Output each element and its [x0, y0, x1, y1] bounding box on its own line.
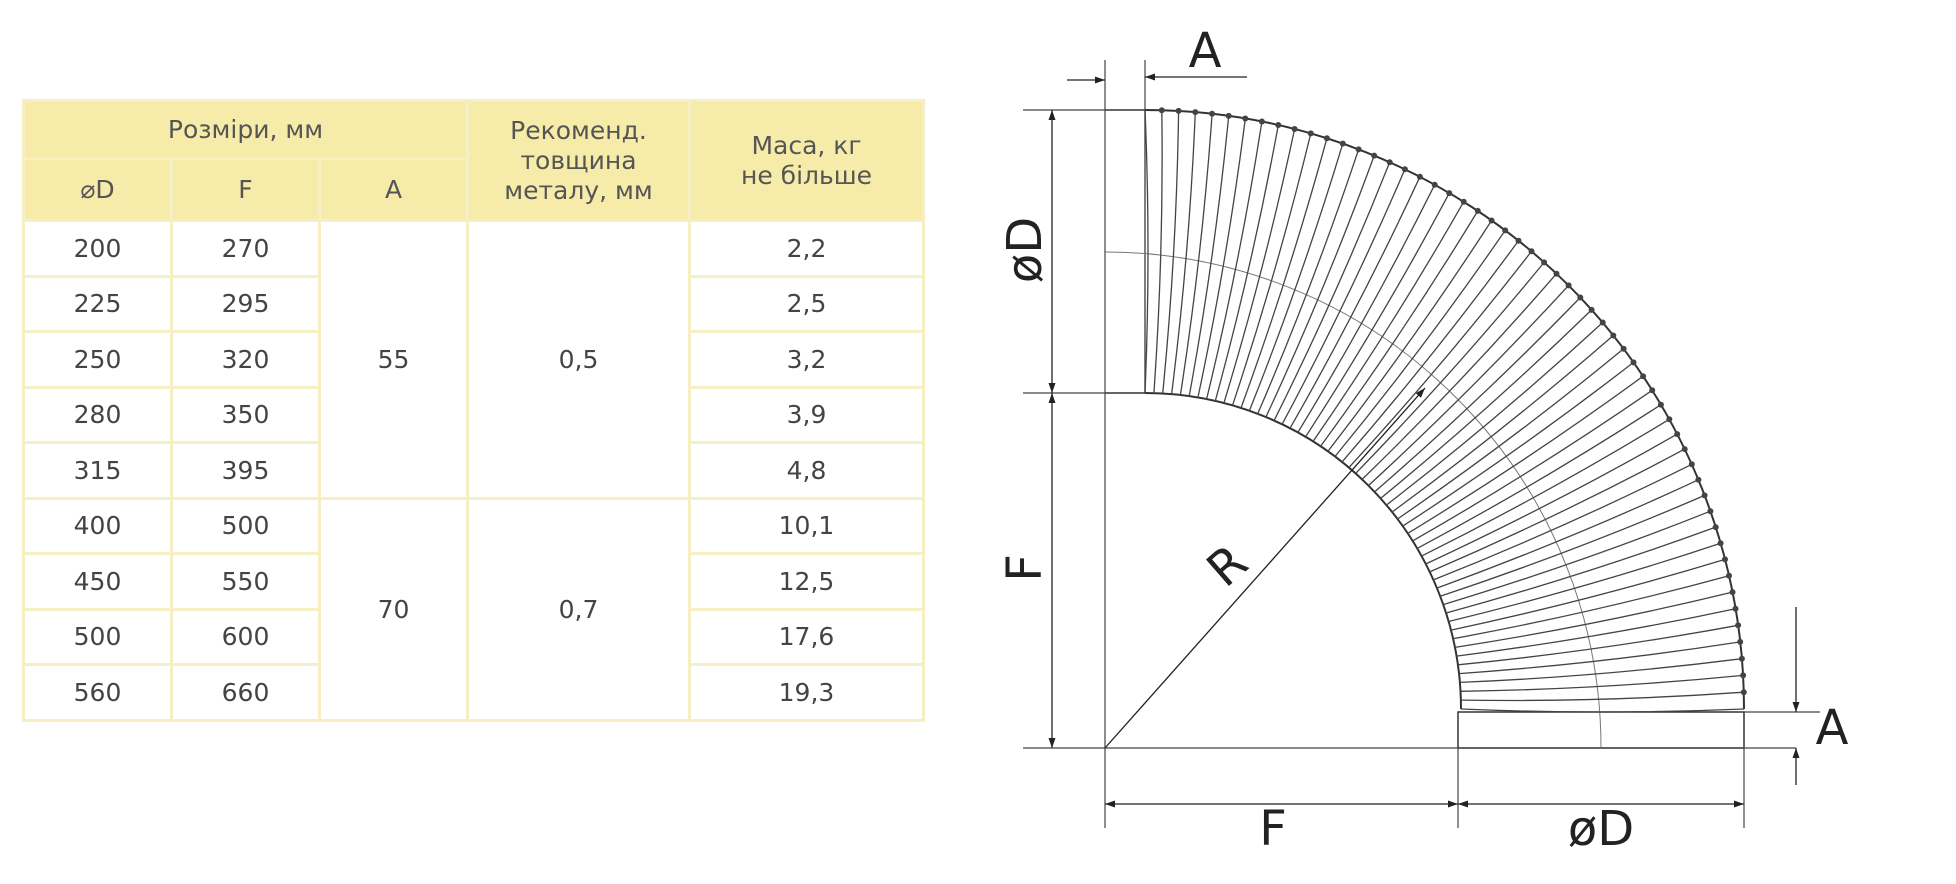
- rib-bead: [1541, 259, 1547, 265]
- corrugation-rib: [1459, 642, 1740, 674]
- diameter-cell: 225: [24, 276, 172, 332]
- label-f-bottom: F: [1259, 801, 1287, 857]
- mass-cell: 10,1: [690, 498, 924, 554]
- a-cell: 70: [320, 498, 468, 720]
- mass-cell: 3,9: [690, 387, 924, 443]
- corrugation-rib: [1249, 144, 1342, 411]
- corrugation-rib: [1417, 405, 1661, 549]
- label-diameter-left: øD: [997, 216, 1053, 284]
- rib-bead: [1324, 135, 1330, 141]
- rib-bead: [1730, 589, 1736, 595]
- rib-bead: [1674, 431, 1680, 437]
- rib-bead: [1192, 109, 1198, 115]
- corrugation-rib: [1274, 162, 1390, 420]
- rib-bead: [1713, 524, 1719, 530]
- corrugation-rib: [1408, 376, 1643, 533]
- rib-bead: [1726, 573, 1732, 579]
- thickness-cell: 0,5: [468, 221, 690, 499]
- diameter-cell: 400: [24, 498, 172, 554]
- corrugation-rib: [1422, 419, 1670, 556]
- mass-cell: 17,6: [690, 609, 924, 665]
- rib-bead: [1489, 218, 1495, 224]
- label-a-top: A: [1188, 23, 1222, 79]
- mass-cell: 4,8: [690, 443, 924, 499]
- corrugation-rib: [1368, 285, 1568, 485]
- f-cell: 660: [172, 665, 320, 721]
- rib-bead: [1340, 141, 1346, 147]
- corrugation-rib: [1413, 390, 1653, 541]
- elbow-body: [1105, 107, 1747, 748]
- rib-bead: [1600, 320, 1606, 326]
- rib-bead: [1446, 190, 1452, 196]
- corrugation-rib: [1453, 576, 1729, 639]
- thickness-header-line3: металу, мм: [504, 175, 653, 205]
- mass-header-line2: не більше: [740, 160, 872, 190]
- radius-line: [1105, 388, 1425, 748]
- rib-bead: [1209, 111, 1215, 117]
- rib-bead: [1475, 208, 1481, 214]
- dimensions-group-header: Розміри, мм: [24, 101, 468, 159]
- f-cell: 500: [172, 498, 320, 554]
- corrugation-rib: [1356, 262, 1545, 473]
- corrugation-rib: [1233, 133, 1311, 405]
- corrugation-rib: [1458, 625, 1738, 665]
- rib-bead: [1740, 672, 1746, 678]
- mass-header-line1: Маса, кг: [751, 130, 862, 160]
- rib-bead: [1226, 113, 1232, 119]
- f-cell: 320: [172, 332, 320, 388]
- rib-bead: [1649, 387, 1655, 393]
- mass-cell: 3,2: [690, 332, 924, 388]
- diameter-cell: 450: [24, 554, 172, 610]
- corrugation-rib: [1349, 251, 1532, 467]
- rib-bead: [1702, 492, 1708, 498]
- label-a-right: A: [1815, 700, 1849, 756]
- diameter-cell: 500: [24, 609, 172, 665]
- rib-bead: [1682, 446, 1688, 452]
- rib-bead: [1631, 359, 1637, 365]
- f-cell: 350: [172, 387, 320, 443]
- rib-bead: [1176, 108, 1182, 114]
- corrugation-rib: [1172, 112, 1196, 394]
- rib-bead: [1516, 238, 1522, 244]
- a-column-header: A: [320, 159, 468, 221]
- inner-arc: [1145, 393, 1461, 709]
- rib-bead: [1739, 656, 1745, 662]
- rib-bead: [1718, 540, 1724, 546]
- dimension-labels: [997, 23, 1849, 857]
- diameter-column-header: ⌀D: [24, 159, 172, 221]
- rib-bead: [1502, 227, 1508, 233]
- diameter-cell: 200: [24, 221, 172, 277]
- rib-bead: [1566, 282, 1572, 288]
- rib-bead: [1259, 119, 1265, 125]
- rib-bead: [1275, 122, 1281, 128]
- corrugation-rib: [1313, 202, 1464, 442]
- corrugation-rib: [1437, 480, 1699, 588]
- rib-bead: [1689, 461, 1695, 467]
- rib-bead: [1735, 622, 1741, 628]
- rib-bead: [1461, 199, 1467, 205]
- corrugation-ribs: [1145, 107, 1747, 712]
- rib-bead: [1707, 508, 1713, 514]
- mass-cell: 2,2: [690, 221, 924, 277]
- thickness-cell: 0,7: [468, 498, 690, 720]
- dimension-lines: [1052, 77, 1796, 804]
- diameter-cell: 250: [24, 332, 172, 388]
- thickness-header-line2: товщина: [520, 145, 637, 175]
- rib-bead: [1432, 182, 1438, 188]
- corrugation-rib: [1207, 122, 1262, 400]
- corrugation-rib: [1461, 692, 1744, 700]
- f-cell: 550: [172, 554, 320, 610]
- f-cell: 270: [172, 221, 320, 277]
- f-cell: 600: [172, 609, 320, 665]
- rib-bead: [1554, 271, 1560, 277]
- label-diameter-bottom: øD: [1567, 801, 1635, 857]
- rib-bead: [1640, 373, 1646, 379]
- rib-bead: [1722, 556, 1728, 562]
- label-r: R: [1196, 533, 1259, 598]
- f-cell: 295: [172, 276, 320, 332]
- thickness-header-line1: Рекоменд.: [510, 115, 647, 145]
- corrugation-rib: [1154, 110, 1162, 393]
- f-cell: 395: [172, 443, 320, 499]
- rib-bead: [1733, 606, 1739, 612]
- rib-bead: [1292, 126, 1298, 132]
- left-collar: [1105, 110, 1145, 393]
- corrugation-rib: [1282, 169, 1405, 424]
- a-cell: 55: [320, 221, 468, 499]
- rib-bead: [1417, 174, 1423, 180]
- rib-bead: [1577, 295, 1583, 301]
- mass-cell: 2,5: [690, 276, 924, 332]
- rib-bead: [1308, 130, 1314, 136]
- rib-bead: [1529, 248, 1535, 254]
- rib-bead: [1610, 333, 1616, 339]
- mass-cell: 19,3: [690, 665, 924, 721]
- corrugation-rib: [1342, 241, 1519, 462]
- f-column-header: F: [172, 159, 320, 221]
- rib-bead: [1741, 689, 1747, 695]
- corrugation-rib: [1430, 449, 1685, 572]
- rib-bead: [1242, 116, 1248, 122]
- diameter-cell: 560: [24, 665, 172, 721]
- label-f-left: F: [997, 554, 1053, 582]
- rib-bead: [1666, 416, 1672, 422]
- mass-cell: 12,5: [690, 554, 924, 610]
- corrugation-rib: [1461, 675, 1744, 691]
- rib-bead: [1371, 153, 1377, 159]
- corrugation-rib: [1290, 177, 1420, 428]
- rib-bead: [1387, 159, 1393, 165]
- corrugation-rib: [1449, 543, 1721, 621]
- rib-bead: [1621, 346, 1627, 352]
- rib-bead: [1658, 402, 1664, 408]
- corrugation-rib: [1224, 129, 1295, 403]
- diameter-cell: 315: [24, 443, 172, 499]
- rib-bead: [1159, 107, 1165, 113]
- rib-bead: [1402, 166, 1408, 172]
- rib-bead: [1695, 477, 1701, 483]
- diameter-cell: 280: [24, 387, 172, 443]
- corrugation-rib: [1362, 274, 1556, 480]
- rib-bead: [1737, 639, 1743, 645]
- rib-bead: [1356, 146, 1362, 152]
- rib-bead: [1589, 307, 1595, 313]
